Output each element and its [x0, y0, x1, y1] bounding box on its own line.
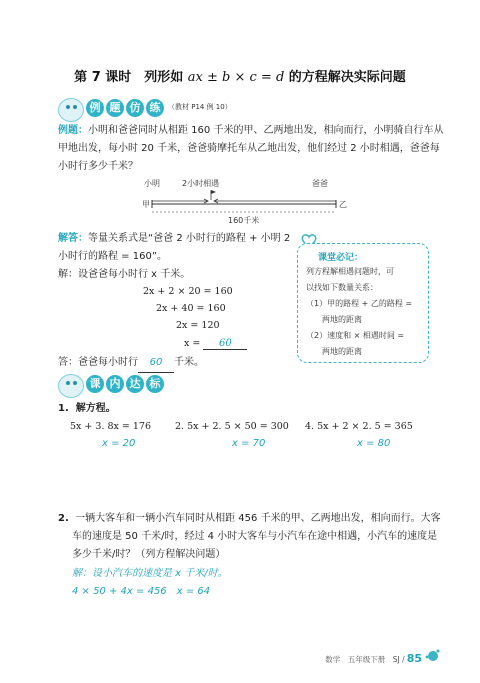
answer-blank-final: 60	[138, 354, 174, 373]
equation-step-1: 2x + 2 × 20 = 160	[143, 286, 233, 297]
textbook-reference: （教材 P14 例 10）	[168, 103, 232, 111]
solution-line-1: 解答：等量关系式是“爸爸 2 小时行的路程 + 小明 2	[58, 233, 291, 244]
equation-step-3: 2x = 120	[176, 320, 220, 331]
memo-line: （2）速度和 × 相遇时间 =	[306, 331, 405, 340]
q1-answer-a: x = 20	[102, 438, 136, 449]
memo-line: 以找如下数量关系：	[306, 283, 378, 292]
banner-char: 内	[106, 375, 124, 393]
banner-char: 练	[146, 99, 164, 117]
solution-let: 解：设爸爸每小时行 x 千米。	[58, 269, 191, 280]
class-memo-box	[297, 243, 429, 363]
label-yi: 乙	[339, 200, 347, 209]
label-two-hours: 2小时相遇	[182, 179, 220, 188]
label-xiaoming: 小明	[144, 179, 160, 188]
memo-line: 两地的距离	[306, 315, 362, 324]
memo-line: （1）甲的路程 + 乙的路程 =	[306, 299, 413, 308]
q1-equation-b: 2. 5x + 2. 5 × 50 = 300	[175, 421, 289, 432]
equation-step-2: 2x + 40 = 160	[156, 303, 226, 314]
memo-line: 两地的距离	[306, 347, 362, 356]
memo-title: 课堂必记：	[318, 253, 364, 263]
mascot-icon	[58, 98, 84, 122]
banner-char: 标	[146, 375, 164, 393]
answer-sentence: 答：爸爸每小时行 60 千米。	[58, 354, 204, 373]
q1-equation-a: 5x + 3. 8x = 176	[70, 421, 152, 432]
section-banner-example	[58, 98, 358, 120]
decorative-dots-icon	[424, 648, 440, 664]
solution-line-2: 小时行的路程 = 160”。	[58, 251, 168, 262]
question-2-line-3: 多少千米/时？（列方程解决问题）	[72, 549, 226, 560]
equation-step-4: x = 60	[184, 338, 247, 350]
meeting-flag	[211, 190, 216, 194]
banner-char: 例	[86, 99, 104, 117]
question-1-heading: 1. 解方程。	[58, 403, 116, 414]
label-distance: 160千米	[228, 216, 260, 225]
lesson-title: 第 7 课时 列形如 ax ± b × c = d 的方程解决实际问题	[74, 70, 406, 85]
q2-handwritten-equation: 4 × 50 + 4x = 456 x = 64	[72, 586, 211, 597]
memo-line: 列方程解相遇问题时，可	[306, 267, 394, 276]
example-line-3: 小时行多少千米？	[58, 161, 138, 172]
banner-char: 课	[86, 375, 104, 393]
meeting-diagram	[140, 174, 360, 226]
banner-char: 仿	[126, 99, 144, 117]
question-2-line-1: 2. 一辆大客车和一辆小汽车同时从相距 456 千米的甲、乙两地出发，相向而行。大客	[58, 513, 441, 524]
q1-answer-c: x = 80	[357, 438, 391, 449]
title-formula: ax ± b × c = d	[187, 70, 285, 85]
example-line-1: 例题：小明和爸爸同时从相距 160 千米的甲、乙两地出发，相向而行，小明骑自行车从	[58, 125, 444, 136]
page-number: 85	[406, 652, 422, 665]
answer-blank: 60	[203, 338, 247, 350]
section-banner-practice	[58, 374, 258, 396]
label-baba: 爸爸	[312, 179, 328, 188]
banner-char: 题	[106, 99, 124, 117]
label-jia: 甲	[142, 200, 150, 209]
banner-char: 达	[126, 375, 144, 393]
page-footer: 数学 五年级下册 SJ / 85	[325, 652, 422, 665]
example-line-2: 甲地出发，每小时 20 千米，爸爸骑摩托车从乙地出发，他们经过 2 小时相遇，爸爸每	[58, 143, 440, 154]
question-2-line-2: 车的速度是 50 千米/时，经过 4 小时大客车与小汽车在途中相遇，小汽车的速度是	[72, 531, 438, 542]
q2-handwritten-let: 解：设小汽车的速度是 x 千米/时。	[72, 568, 228, 579]
q1-answer-b: x = 70	[232, 438, 266, 449]
q1-equation-c: 4. 5x + 2 × 2. 5 = 365	[305, 421, 413, 432]
mascot-icon	[58, 374, 84, 398]
